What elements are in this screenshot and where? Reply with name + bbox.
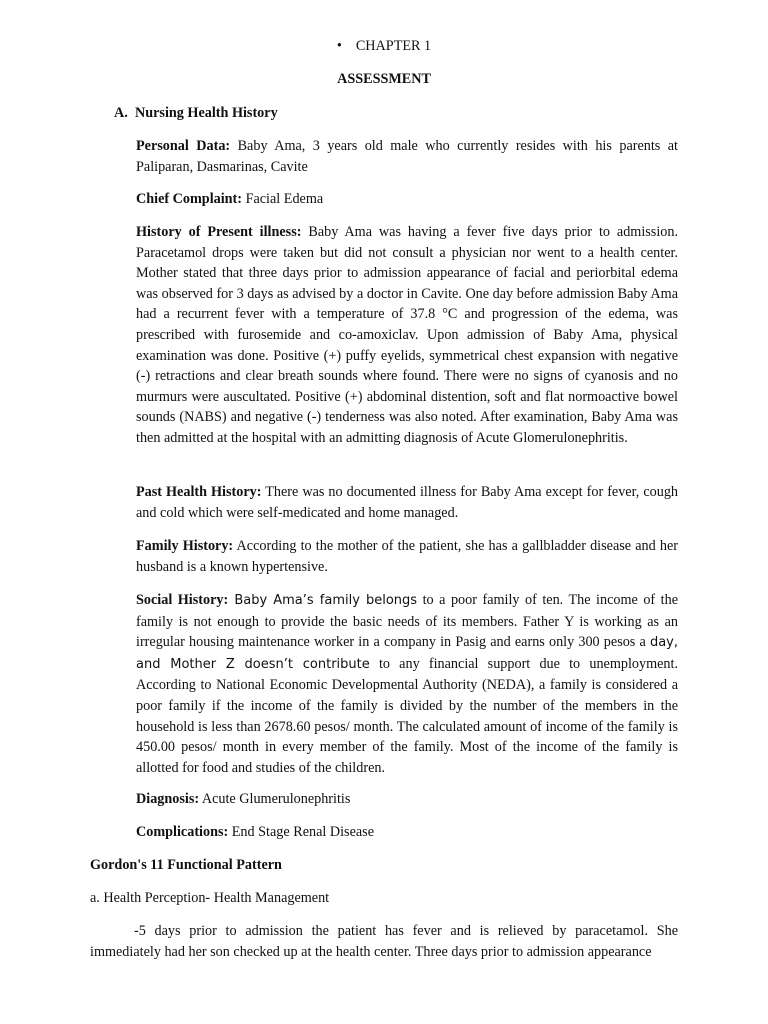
assessment-title: ASSESSMENT — [337, 71, 431, 87]
family-history-label: Family History: — [136, 538, 234, 554]
section-a-title: Nursing Health History — [135, 105, 278, 121]
social-history-text-3: day, and Mother Z doesn’t contribute — [136, 635, 678, 672]
social-history-text-2: to a poor family of ten. The income of the family is not enough to provide the basic needs of its members. Father Y is working as an irregular housing maintenance worker in a company in Pasig and earns only 300 pesos a — [136, 592, 678, 651]
diagnosis-text: Acute Glumerulonephritis — [199, 791, 351, 807]
chief-complaint-paragraph — [136, 189, 678, 210]
personal-data-label: Personal Data: — [136, 138, 231, 154]
present-illness-label: History of Present illness: — [136, 224, 302, 240]
complications-text: End Stage Renal Disease — [228, 824, 374, 840]
family-history-paragraph — [136, 536, 678, 577]
chief-complaint-text: Facial Edema — [242, 191, 324, 207]
past-history-text: There was no documented illness for Baby Ama except for fever, cough and cold which were self-medicated and home managed. — [136, 484, 679, 521]
personal-data-text: Baby Ama, 3 years old male who currently resides with his parents at Paliparan, Dasmarinas, Cavite — [136, 138, 679, 175]
social-history-text-4: to any financial support due to unemployment. According to National Economic Developmental Authority (NEDA), a family is considered a poor family if the income of the family is divided by the number of the members in the household is less than 2678.60 pesos/ month. The calculated amount of income of the family is 450.00 pesos/ month in every member of the family. Most of the income of the family is allotted for food and studies of the children. — [136, 655, 679, 776]
chapter-label: CHAPTER 1 — [355, 38, 432, 54]
section-a-marker: A. — [114, 105, 128, 121]
gordon-heading: Gordon's 11 Functional Pattern — [90, 857, 282, 873]
bullet-icon: • — [336, 38, 342, 54]
chapter-heading — [0, 36, 768, 57]
diagnosis-paragraph — [136, 789, 678, 810]
complications-paragraph — [136, 822, 678, 843]
health-perception-paragraph: -5 days prior to admission the patient has fever and is relieved by paracetamol. She immediately had her son checked up at the health center. Three days prior to admission appearance — [90, 923, 678, 960]
social-history-paragraph — [136, 590, 678, 778]
complications-label: Complications: — [136, 824, 229, 840]
health-perception-heading: a. Health Perception- Health Management — [90, 890, 330, 906]
social-history-text-1: Baby Ama’s family belongs — [228, 593, 418, 608]
past-history-label: Past Health History: — [136, 484, 262, 500]
present-illness-text: Baby Ama was having a fever five days prior to admission. Paracetamol drops were taken but did not consult a physician nor went to a health center. Mother stated that three days prior to admission appearance of facial and periorbital edema was observed for 3 days as advised by a doctor in Cavite. One day before admission Baby Ama had a recurrent fever with a temperature of 37.8 °C and progression of the edema, was prescribed with furosemide and co-amoxiclav. Upon admission of Baby Ama, physical examination was done. Positive (+) puffy eyelids, symmetrical chest expansion with negative (-) retractions and clear breath sounds where found. There were no signs of cyanosis and no murmurs were auscultated. Positive (+) abdominal distention, soft and flat normoactive bowel sounds (NABS) and negative (-) tenderness was also noted. After examination, Baby Ama was then admitted at the hospital with an admitting diagnosis of Acute Glomerulonephritis. — [136, 224, 678, 446]
present-illness-paragraph — [136, 222, 678, 449]
diagnosis-label: Diagnosis: — [136, 791, 200, 807]
personal-data-paragraph — [136, 136, 678, 177]
section-a-heading — [114, 103, 278, 124]
family-history-text: According to the mother of the patient, she has a gallbladder disease and her husband is a known hypertensive. — [136, 538, 678, 575]
chief-complaint-label: Chief Complaint: — [136, 191, 243, 207]
social-history-label: Social History: — [136, 592, 229, 608]
past-history-paragraph — [136, 482, 678, 523]
